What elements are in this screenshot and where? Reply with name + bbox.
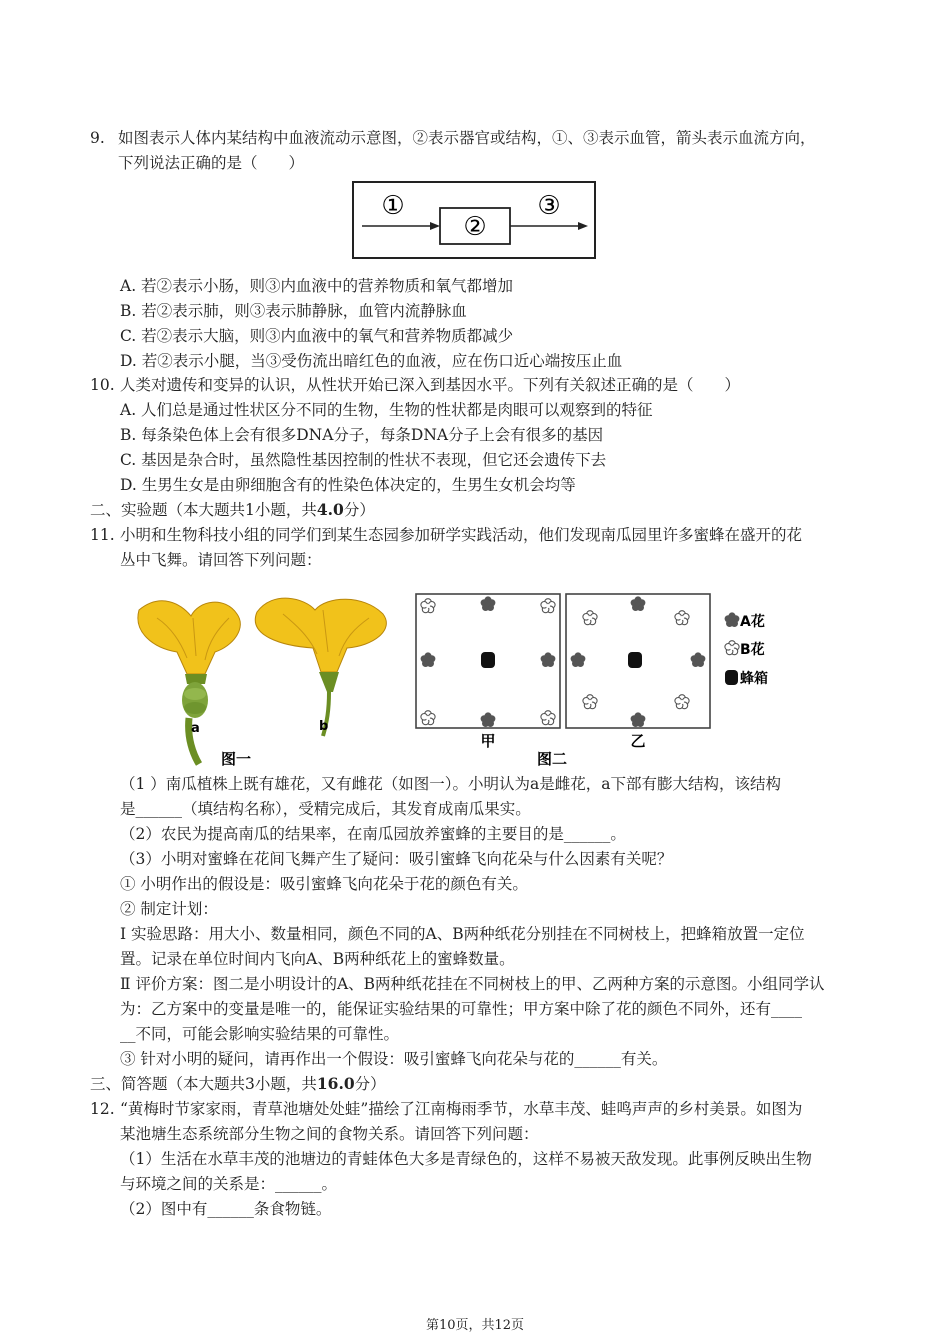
- q11-line-12: ③ 针对小明的疑问，请再作出一个假设：吸引蜜蜂飞向花朵与花的______有关。: [120, 1050, 668, 1068]
- figure1-caption: 图一: [221, 750, 252, 768]
- section2-heading: [90, 499, 375, 521]
- q9-option-c: C. 若②表示大脑，则③内血液中的氧气和营养物质都减少: [120, 327, 514, 345]
- q11-line-9: Ⅱ 评价方案：图二是小明设计的A、B两种纸花挂在不同树枝上的甲、乙两种方案的示意图。小组同学认: [120, 975, 825, 993]
- q11-line-8: 置。记录在单位时间内飞向A、B两种纸花上的蜜蜂数量。: [120, 950, 515, 968]
- figure2-caption: 图二: [536, 750, 568, 768]
- q12-line-5: （2）图中有______条食物链。: [120, 1200, 332, 1218]
- blood-flow-diagram: [352, 181, 596, 259]
- plan-yi-label: 乙: [630, 732, 646, 750]
- q12-number: 12.: [90, 1100, 115, 1118]
- plan-jia-hive: [481, 652, 495, 668]
- q11-stem-line2: 丛中飞舞。请回答下列问题：: [120, 551, 322, 569]
- q11-stem-line1: 小明和生物科技小组的同学们到某生态园参加研学实践活动，他们发现南瓜园里许多蜜蜂在盛开的花: [120, 526, 803, 544]
- q9-number: 9.: [90, 129, 105, 147]
- section3-heading: [90, 1073, 386, 1095]
- q9-stem-line1: 如图表示人体内某结构中血液流动示意图，②表示器官或结构，①、③表示血管，箭头表示血流方向，: [118, 129, 816, 147]
- q11-line-3: （2）农民为提高南瓜的结果率，在南瓜园放养蜜蜂的主要目的是______。: [120, 825, 626, 843]
- q12-line-3: （1）生活在水草丰茂的池塘边的青蛙体色大多是青绿色的，这样不易被天敌发现。此事例反映出生物: [120, 1150, 812, 1168]
- q10-option-b: B. 每条染色体上会有很多DNA分子，每条DNA分子上会有很多的基因: [120, 426, 604, 444]
- legend-b-flower-label: B花: [740, 642, 765, 658]
- q11-line-4: （3）小明对蜜蜂在花间飞舞产生了疑问：吸引蜜蜂飞向花朵与什么因素有关呢？: [120, 850, 673, 868]
- figure1-pumpkin-flowers: [133, 588, 403, 770]
- q12-line-1: “黄梅时节家家雨，青草池塘处处蛙”描绘了江南梅雨季节，水草丰茂、蛙鸣声声的乡村美景。如图为: [120, 1100, 803, 1118]
- flower-a-label: a: [191, 721, 200, 736]
- q10-option-d: D. 生男生女是由卵细胞含有的性染色体决定的，生男生女机会均等: [120, 476, 576, 494]
- figure2-experiment-layouts: [414, 592, 792, 774]
- q10-option-c: C. 基因是杂合时，虽然隐性基因控制的性状不表现，但它还会遗传下去: [120, 451, 607, 469]
- legend-a-flower-label: A花: [740, 614, 765, 630]
- q11-line-6: ② 制定计划：: [120, 900, 218, 918]
- vessel-label-1: ①: [381, 191, 405, 221]
- q10-stem: 人类对遗传和变异的认识，从性状开始已深入到基因水平。下列有关叙述正确的是（ ）: [120, 376, 741, 394]
- q11-line-1: （1 ）南瓜植株上既有雄花，又有雌花（如图一）。小明认为a是雌花，a下部有膨大结构，该结构: [120, 775, 782, 793]
- section2-suffix: 分）: [343, 501, 375, 519]
- section3-score: 16.0: [316, 1074, 355, 1093]
- q11-line-10: 为：乙方案中的变量是唯一的，能保证实验结果的可靠性；甲方案中除了花的颜色不同外，还有____: [120, 1000, 803, 1018]
- page-footer: 第10页，共12页: [425, 1318, 525, 1333]
- male-flower-b: [255, 598, 386, 736]
- flower-b-label: b: [319, 719, 329, 734]
- q12-line-2: 某池塘生态系统部分生物之间的食物关系。请回答下列问题：: [120, 1125, 539, 1143]
- plan-yi-hive: [628, 652, 642, 668]
- q9-option-d: D. 若②表示小腿，当③受伤流出暗红色的血液，应在伤口近心端按压止血: [120, 352, 623, 370]
- plan-jia-label: 甲: [480, 732, 496, 750]
- q10-option-a: A. 人们总是通过性状区分不同的生物，生物的性状都是肉眼可以观察到的特征: [120, 401, 653, 419]
- section2-prefix: 二、实验题（本大题共1小题，共: [90, 501, 317, 519]
- section3-prefix: 三、简答题（本大题共3小题，共: [90, 1075, 317, 1093]
- vessel-label-3: ③: [537, 191, 561, 221]
- female-flower-a: [138, 601, 240, 764]
- q11-line-11: __不同，可能会影响实验结果的可靠性。: [120, 1025, 400, 1043]
- q11-number: 11.: [90, 526, 115, 544]
- legend-hive-label: 蜂箱: [740, 671, 768, 687]
- q12-line-4: 与环境之间的关系是：______。: [120, 1175, 338, 1193]
- q9-option-a: A. 若②表示小肠，则③内血液中的营养物质和氧气都增加: [120, 277, 514, 295]
- legend-hive-icon: [725, 670, 738, 685]
- legend-a-flower-icon: [725, 612, 740, 627]
- legend-b-flower-icon: [725, 641, 739, 655]
- q11-line-7: Ⅰ 实验思路：用大小、数量相同，颜色不同的A、B两种纸花分别挂在不同树枝上，把蜂箱放置一定位: [120, 925, 805, 943]
- section2-score: 4.0: [316, 500, 344, 519]
- q11-line-2: 是______（填结构名称），受精完成后，其发育成南瓜果实。: [120, 800, 531, 818]
- organ-label-2: ②: [463, 212, 487, 242]
- q9-option-b: B. 若②表示肺，则③表示肺静脉，血管内流静脉血: [120, 302, 467, 320]
- q11-line-5: ① 小明作出的假设是：吸引蜜蜂飞向花朵于花的颜色有关。: [120, 875, 528, 893]
- section3-suffix: 分）: [354, 1075, 386, 1093]
- q10-number: 10.: [90, 376, 115, 394]
- q9-stem-line2: 下列说法正确的是（ ）: [118, 154, 305, 172]
